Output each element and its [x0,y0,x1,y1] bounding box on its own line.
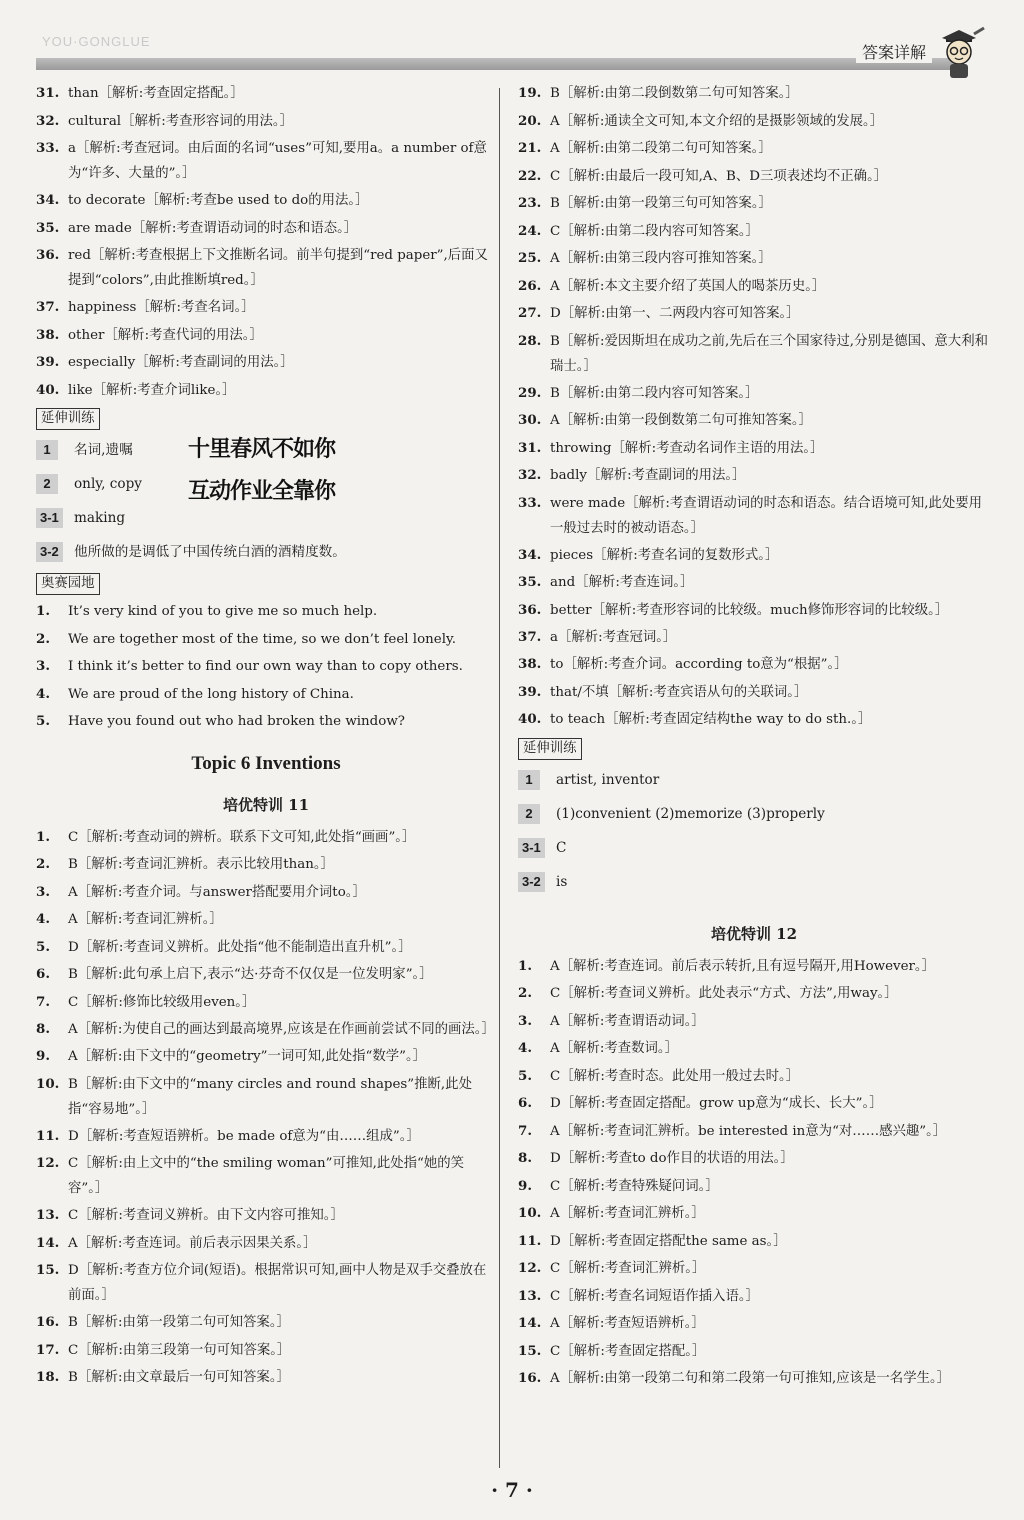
answer-item [518,1118,990,1146]
extension-item [518,865,990,899]
answer-number: 9. [518,1177,532,1194]
answer-number: 40. [36,381,60,398]
answer-number: 11. [518,1232,542,1249]
answer-item [36,934,496,962]
extension-training-list [518,763,990,899]
answer-text: like［解析:考查介词like。］ [68,382,236,398]
item-text: C [556,839,567,856]
answer-item [36,1337,496,1365]
answer-text: A［解析:考查连词。前后表示转折,且有逗号隔开,用However。］ [550,958,935,974]
answer-number: 33. [36,140,60,156]
answer-number: 16. [518,1370,542,1386]
answer-item [518,679,990,707]
answer-text: happiness［解析:考查名词。］ [68,300,255,315]
answer-number: 4. [36,685,50,702]
answer-number: 1. [518,957,532,974]
item-text: only, copy [74,476,142,492]
answer-item [518,1365,990,1392]
answer-item [518,651,990,679]
answer-text: badly［解析:考查副词的用法。］ [550,468,746,483]
answer-number: 14. [518,1315,542,1331]
answer-text: A［解析:由第一段第二句和第二段第一句可推知,应该是一名学生。］ [550,1371,951,1386]
answer-text: C［解析:考查名词短语作插入语。］ [550,1288,759,1304]
item-tag: 2 [36,474,58,494]
answer-text: A［解析:由第二段第二句可知答案。］ [550,141,772,156]
answer-text: throwing［解析:考查动名词作主语的用法。］ [550,440,824,456]
answer-text: A［解析:考查词汇辨析。be interested in意为“对……感兴趣”。］ [550,1123,947,1139]
answer-item [518,218,990,246]
answer-text: C［解析:修饰比较级用even。］ [68,994,256,1010]
answer-item [36,187,496,215]
answer-list-1-18 [36,824,496,1392]
answer-number: 34. [36,192,60,208]
answer-item [518,135,990,163]
left-column [36,80,496,1392]
answer-text: to teach［解析:考查固定结构the way to do sth.。］ [550,712,872,727]
answer-item [518,407,990,435]
answer-text: C［解析:考查固定搭配。］ [550,1343,706,1359]
answer-text: A［解析:本文主要介绍了英国人的喝茶历史。］ [550,278,826,294]
answer-number: 1. [36,603,50,619]
answer-item [36,322,496,350]
answer-text: B［解析:由第二段倒数第二句可知答案。］ [550,86,799,101]
answer-item [518,597,990,624]
answer-text: A［解析:考查词汇辨析。］ [550,1206,705,1221]
answer-item [518,245,990,273]
answer-item [518,1090,990,1118]
answer-number: 37. [36,299,60,315]
answer-item [518,108,990,136]
answer-number: 11. [36,1127,60,1144]
answer-text: D［解析:由第一、二两段内容可知答案。］ [550,306,800,321]
answer-item [36,215,496,243]
answer-item [518,380,990,408]
answer-number: 13. [518,1287,542,1304]
answer-item [518,462,990,490]
answer-number: 31. [518,439,542,456]
answer-item [518,490,990,542]
answer-text: to［解析:考查介词。according to意为“根据”。］ [550,657,848,672]
extension-item [518,763,990,797]
answer-text: D［解析:考查to do作目的状语的用法。］ [550,1151,794,1166]
answer-number: 19. [518,85,542,101]
answer-text: B［解析:由文章最后一句可知答案。］ [68,1370,290,1385]
answer-list-31-40 [36,80,496,404]
answer-text: D［解析:考查固定搭配the same as。］ [550,1233,787,1249]
answer-item [36,708,496,736]
answer-item [36,349,496,377]
answer-text: to decorate［解析:考查be used to do的用法。］ [68,193,369,208]
answer-number: 7. [518,1122,532,1139]
answer-text: A［解析:考查数词。］ [550,1041,678,1056]
answer-item [518,435,990,463]
answer-item [518,1255,990,1283]
answer-item [518,1283,990,1311]
answer-number: 38. [36,326,60,343]
answer-number: 6. [36,966,50,982]
answer-item [518,190,990,218]
topic-title: Topic 6 Inventions [191,752,341,774]
answer-text: I think it’s better to find our own way than to copy others. [68,659,463,674]
answer-number: 35. [36,219,60,236]
answer-number: 7. [36,993,50,1010]
answer-item [36,681,496,709]
answer-item [518,273,990,301]
answer-item [36,242,496,294]
answer-text: a［解析:考查冠词。由后面的名词“uses”可知,要用a。a number of意为“许多、大量的”。］ [68,141,487,181]
answer-number: 14. [36,1234,60,1251]
answer-item [36,598,496,626]
answer-text: than［解析:考查固定搭配。］ [68,86,244,101]
answer-number: 25. [518,250,542,266]
answer-text: C［解析:由第三段第一句可知答案。］ [68,1342,291,1358]
item-text: making [74,510,126,526]
answer-item [36,879,496,907]
answer-number: 34. [518,546,542,563]
answer-item [518,163,990,191]
item-tag: 3-1 [36,508,63,528]
answer-text: C［解析:考查词义辨析。由下文内容可推知。］ [68,1208,344,1223]
answer-text: B［解析:由下文中的“many circles and round shapes”推断,此处指“容易地”。］ [68,1076,472,1117]
answer-number: 10. [518,1205,542,1221]
answer-item [36,1309,496,1337]
answer-number: 9. [36,1048,50,1064]
answer-text: B［解析:由第一段第三句可知答案。］ [550,196,772,211]
answer-item [36,851,496,879]
answer-number: 5. [36,713,50,729]
training-11-title: 培优特训 11 [222,795,310,814]
answer-number: 35. [518,574,542,590]
answer-number: 30. [518,412,542,428]
answer-number: 37. [518,628,542,645]
answer-text: are made［解析:考查谓语动词的时态和语态。］ [68,220,358,236]
answer-number: 39. [36,354,60,370]
answer-number: 33. [518,494,542,511]
answer-text: A［解析:由第三段内容可推知答案。］ [550,251,772,266]
answer-text: Have you found out who had broken the window? [68,714,405,729]
answer-item [36,1202,496,1230]
item-tag: 3-2 [36,542,63,562]
header-title: 答案详解 [856,40,932,63]
answer-text: cultural［解析:考查形容词的用法。］ [68,113,293,129]
answer-item [36,1043,496,1071]
answer-number: 16. [36,1314,60,1330]
answer-text: D［解析:考查短语辨析。be made of意为“由……组成”。］ [68,1128,420,1144]
answer-number: 12. [36,1155,60,1171]
answer-item [36,906,496,934]
mascot-icon [930,26,988,84]
olympiad-list [36,598,496,736]
answer-list-1-16 [518,953,990,1393]
item-tag: 1 [518,770,540,790]
answer-text: better［解析:考查形容词的比较级。much修饰形容词的比较级。］ [550,602,949,618]
answer-item [36,294,496,322]
answer-number: 12. [518,1260,542,1276]
answer-number: 3. [36,883,50,900]
answer-text: C［解析:由上文中的“the smiling woman”可推知,此处指“她的笑容”。］ [68,1156,465,1196]
answer-number: 20. [518,112,542,129]
answer-item [518,953,990,981]
answer-item [518,1338,990,1366]
answer-number: 8. [518,1150,532,1166]
item-text: 他所做的是调低了中国传统白酒的酒精度数。 [74,544,346,560]
answer-text: A［解析:为使自己的画达到最高境界,应该是在作画前尝试不同的画法。］ [68,1022,495,1037]
answer-text: pieces［解析:考查名词的复数形式。］ [550,547,779,563]
answer-item [518,80,990,108]
olympiad-label: 奥赛园地 [36,573,100,595]
answer-item [36,1123,496,1151]
answer-number: 2. [36,856,50,872]
answer-item [518,1200,990,1228]
answer-item [36,1364,496,1392]
item-text: 名词,遗嘱 [74,442,133,458]
answer-item [36,626,496,654]
answer-text: B［解析:由第二段内容可知答案。］ [550,385,759,401]
answer-item [518,1035,990,1063]
answer-text: It’s very kind of you to give me so much help. [68,604,378,619]
answer-number: 23. [518,195,542,211]
answer-item [36,1016,496,1043]
answer-item [518,624,990,652]
extension-item [518,797,990,831]
answer-text: D［解析:考查固定搭配。grow up意为“成长、长大”。］ [550,1096,883,1111]
answer-text: C［解析:考查动词的辨析。联系下文可知,此处指“画画”。］ [68,829,416,845]
answer-text: B［解析:考查词汇辨析。表示比较用than。］ [68,857,334,872]
answer-text: C［解析:考查词汇辨析。］ [550,1261,706,1276]
answer-item [36,1071,496,1123]
answer-item [518,542,990,570]
answer-number: 5. [36,938,50,955]
answer-text: other［解析:考查代词的用法。］ [68,327,263,343]
answer-text: and［解析:考查连词。］ [550,575,694,590]
header-bar [36,58,964,70]
answer-item [518,328,990,380]
answer-number: 4. [36,911,50,927]
answer-text: C［解析:由第二段内容可知答案。］ [550,223,759,239]
answer-item [36,135,496,187]
answer-text: were made［解析:考查谓语动词的时态和语态。结合语境可知,此处要用一般过去时的被动语态。］ [550,495,983,536]
answer-item [36,989,496,1017]
answer-number: 15. [518,1342,542,1359]
answer-number: 21. [518,140,542,156]
extension-training-label: 延伸训练 [518,738,582,760]
item-tag: 2 [518,804,540,824]
answer-item [518,1173,990,1201]
answer-text: a［解析:考查冠词。］ [550,629,677,645]
item-tag: 3-2 [518,872,545,892]
answer-number: 6. [518,1095,532,1111]
answer-number: 38. [518,656,542,672]
answer-text: A［解析:由下文中的“geometry”一词可知,此处指“数学”。］ [68,1049,427,1064]
answer-number: 36. [518,601,542,618]
answer-number: 32. [518,467,542,483]
answer-number: 1. [36,828,50,845]
answer-number: 13. [36,1207,60,1223]
answer-number: 15. [36,1262,60,1278]
answer-number: 27. [518,305,542,321]
answer-number: 24. [518,222,542,239]
item-tag: 3-1 [518,838,545,858]
handwriting-note-1: 十里春风不如你 [188,436,336,462]
answer-text: A［解析:考查谓语动词。］ [550,1013,705,1029]
answer-number: 8. [36,1021,50,1037]
answer-text: A［解析:通读全文可知,本文介绍的是摄影领域的发展。］ [550,113,884,129]
answer-text: C［解析:考查词义辨析。此处表示“方式、方法”,用way。］ [550,986,898,1001]
answer-number: 22. [518,167,542,184]
answer-text: We are proud of the long history of China. [68,686,354,702]
answer-text: that/不填［解析:考查宾语从句的关联词。］ [550,684,808,700]
answer-text: D［解析:考查方位介词(短语)。根据常识可知,画中人物是双手交叠放在前面。］ [68,1263,487,1303]
answer-text: especially［解析:考查副词的用法。］ [68,355,294,370]
answer-item [36,1257,496,1309]
answer-text: A［解析:考查词汇辨析。］ [68,912,223,927]
answer-text: B［解析:此句承上启下,表示“达·芬奇不仅仅是一位发明家”。］ [68,967,433,982]
answer-number: 3. [518,1012,532,1029]
page-number: · 7 · [491,1478,533,1502]
answer-item [518,1228,990,1256]
answer-number: 39. [518,683,542,700]
answer-item [518,1008,990,1036]
answer-number: 28. [518,332,542,349]
answer-number: 31. [36,85,60,101]
answer-item [36,108,496,136]
answer-number: 10. [36,1075,60,1092]
answer-number: 5. [518,1067,532,1084]
item-text: is [556,873,568,890]
answer-number: 26. [518,277,542,294]
answer-item [36,80,496,108]
answer-item [518,569,990,597]
answer-text: B［解析:由第一段第二句可知答案。］ [68,1315,290,1330]
item-tag: 1 [36,440,58,460]
answer-item [518,1145,990,1173]
answer-text: C［解析:考查时态。此处用一般过去时。］ [550,1068,800,1084]
answer-number: 4. [518,1040,532,1056]
answer-number: 18. [36,1369,60,1385]
extension-training-label: 延伸训练 [36,408,100,430]
answer-text: A［解析:考查介词。与answer搭配要用介词to。］ [68,884,366,900]
answer-text: C［解析:由最后一段可知,A、B、D三项表述均不正确。］ [550,168,888,184]
answer-item [36,1150,496,1202]
answer-list-19-40 [518,80,990,734]
right-column [518,80,990,1392]
answer-item [36,1230,496,1258]
answer-number: 36. [36,247,60,263]
answer-text: A［解析:考查连词。前后表示因果关系。］ [68,1235,317,1251]
answer-text: B［解析:爱因斯坦在成功之前,先后在三个国家待过,分别是德国、意大利和瑞士。］ [550,333,988,374]
answer-number: 32. [36,112,60,129]
answer-number: 40. [518,711,542,727]
brand-watermark: YOU·GONGLUE [42,34,151,49]
answer-text: A［解析:考查短语辨析。］ [550,1316,705,1331]
handwriting-note-2: 互动作业全靠你 [188,478,336,504]
item-text: (1)convenient (2)memorize (3)properly [556,805,825,822]
answer-item [518,980,990,1008]
answer-number: 2. [36,630,50,647]
answer-item [36,824,496,852]
answer-item [518,706,990,734]
answer-number: 29. [518,384,542,401]
answer-text: C［解析:考查特殊疑问词。］ [550,1178,719,1194]
answer-number: 3. [36,658,50,674]
answer-text: D［解析:考查词义辨析。此处指“他不能制造出直升机”。］ [68,939,412,955]
extension-item [36,535,496,569]
column-divider [499,88,500,1468]
answer-item [36,377,496,405]
extension-item [36,501,496,535]
answer-number: 2. [518,985,532,1001]
extension-item [518,831,990,865]
answer-text: We are together most of the time, so we don’t feel lonely. [68,631,457,647]
answer-item [518,1310,990,1338]
answer-number: 17. [36,1341,60,1358]
training-12-title: 培优特训 12 [710,924,798,943]
answer-item [518,1063,990,1091]
answer-item [518,300,990,328]
answer-text: A［解析:由第一段倒数第二句可推知答案。］ [550,413,812,428]
answer-item [36,961,496,989]
answer-text: red［解析:考查根据上下文推断名词。前半句提到“red paper”,后面又提到“colors”,由此推断填red。］ [68,248,488,288]
answer-item [36,653,496,681]
item-text: artist, inventor [556,771,660,788]
